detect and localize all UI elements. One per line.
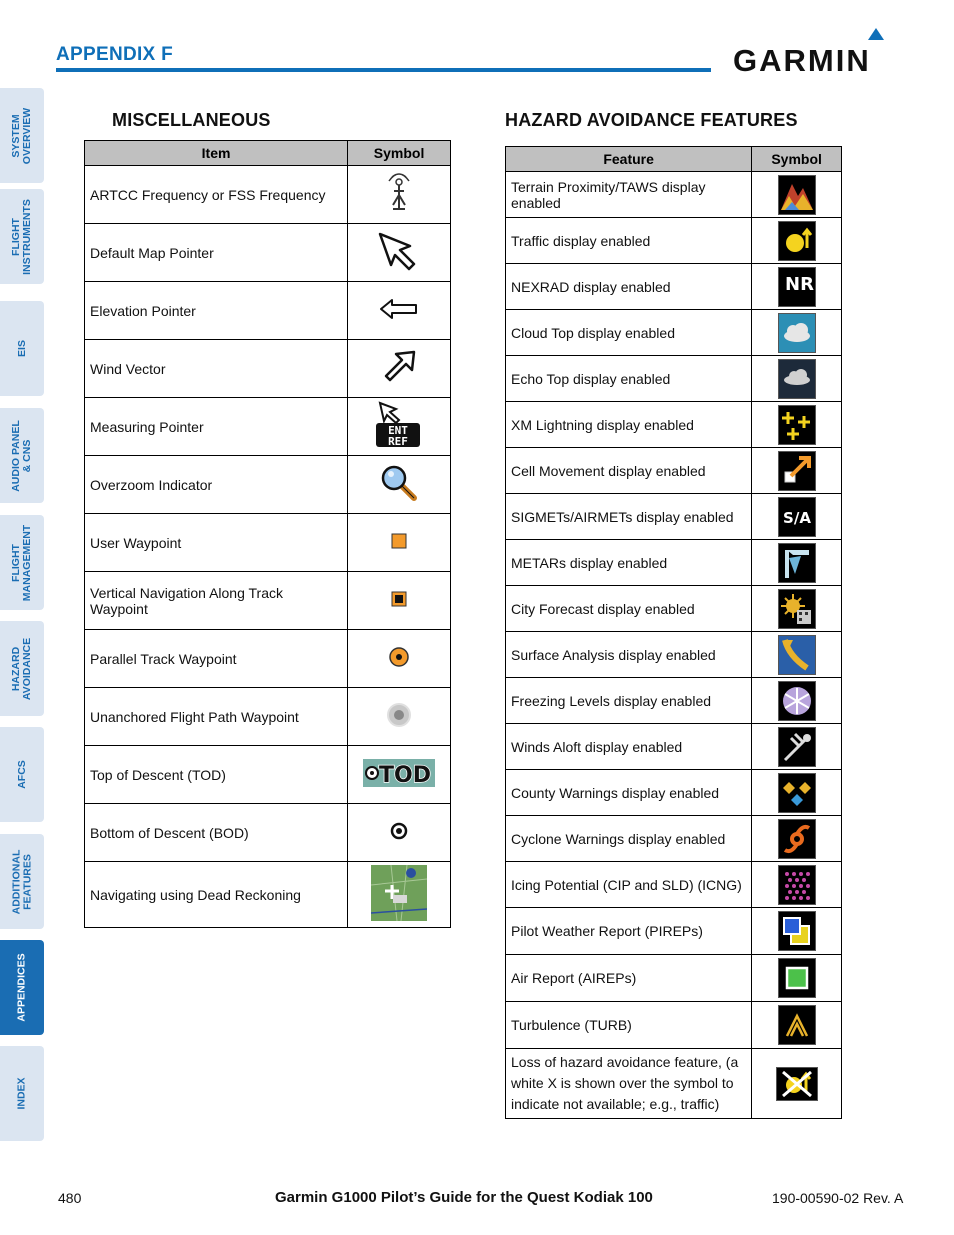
- hazard-feature-label: City Forecast display enabled: [506, 586, 752, 632]
- misc-item-label: Default Map Pointer: [85, 224, 348, 282]
- hazard-feature-label: Traffic display enabled: [506, 218, 752, 264]
- tod-label: TOD: [379, 763, 432, 787]
- table-row: [85, 746, 451, 804]
- misc-item-label: Unanchored Flight Path Waypoint: [85, 688, 348, 746]
- hazard-feature-label: Air Report (AIREPs): [506, 955, 752, 1002]
- tab-additional-features[interactable]: ADDITIONAL FEATURES: [0, 834, 44, 929]
- hazard-feature-label: Turbulence (TURB): [506, 1002, 752, 1049]
- magnifier-icon: [379, 463, 419, 503]
- page-number: 480: [58, 1190, 82, 1206]
- tab-flight-management[interactable]: FLIGHT MANAGEMENT: [0, 515, 44, 610]
- garmin-wordmark: GARMIN: [733, 43, 871, 76]
- traffic-unavailable-icon: [776, 1067, 818, 1101]
- appendix-title: APPENDIX F: [56, 44, 174, 65]
- measuring-pointer-icon: [374, 401, 424, 449]
- table-row: [506, 862, 842, 908]
- cloud-top-icon: [778, 313, 816, 353]
- hazard-feature-label: Freezing Levels display enabled: [506, 678, 752, 724]
- measuring-label-ent: ENT: [388, 424, 408, 437]
- hazard-feature-label: Terrain Proximity/TAWS display enabled: [506, 172, 752, 218]
- winds-aloft-icon: [778, 727, 816, 767]
- elevation-pointer-icon: [379, 297, 419, 321]
- tab-flight-instruments[interactable]: FLIGHT INSTRUMENTS: [0, 189, 44, 284]
- table-row: [85, 630, 451, 688]
- table-row: [506, 678, 842, 724]
- hazard-header-row: [506, 147, 842, 172]
- tab-index[interactable]: INDEX: [0, 1046, 44, 1141]
- measuring-label-ref: REF: [388, 435, 408, 448]
- table-row: [85, 340, 451, 398]
- pirep-icon: [778, 911, 816, 951]
- hazard-feature-label: County Warnings display enabled: [506, 770, 752, 816]
- table-row: [85, 398, 451, 456]
- dead-reckoning-map-icon: [371, 865, 427, 921]
- misc-item-label: Wind Vector: [85, 340, 348, 398]
- table-row: [85, 514, 451, 572]
- hazard-feature-label: Cell Movement display enabled: [506, 448, 752, 494]
- tab-eis[interactable]: EIS: [0, 301, 44, 396]
- hazard-feature-label: Echo Top display enabled: [506, 356, 752, 402]
- hazard-feature-label: XM Lightning display enabled: [506, 402, 752, 448]
- misc-section-title: MISCELLANEOUS: [112, 110, 271, 130]
- footer-title: Garmin G1000 Pilot’s Guide for the Quest Kodiak 100: [275, 1189, 653, 1206]
- table-row: [506, 955, 842, 1002]
- misc-item-label: User Waypoint: [85, 514, 348, 572]
- cell-movement-icon: [778, 451, 816, 491]
- terrain-icon: [778, 175, 816, 215]
- table-row: [506, 908, 842, 955]
- table-row: [506, 770, 842, 816]
- table-row: [506, 356, 842, 402]
- misc-table: [84, 140, 451, 928]
- parallel-track-waypoint-icon: [387, 645, 411, 669]
- misc-item-label: Top of Descent (TOD): [85, 746, 348, 804]
- misc-item-label: ARTCC Frequency or FSS Frequency: [85, 166, 348, 224]
- map-pointer-icon: [377, 231, 421, 271]
- table-row: [506, 816, 842, 862]
- hazard-feature-label: Surface Analysis display enabled: [506, 632, 752, 678]
- turbulence-icon: [778, 1005, 816, 1045]
- table-row: [506, 586, 842, 632]
- misc-col-symbol: Symbol: [348, 141, 451, 166]
- echo-top-icon: [778, 359, 816, 399]
- hazard-feature-label: Pilot Weather Report (PIREPs): [506, 908, 752, 955]
- tab-appendices[interactable]: APPENDICES: [0, 940, 44, 1035]
- hazard-feature-label: Cloud Top display enabled: [506, 310, 752, 356]
- table-row: [506, 218, 842, 264]
- wind-vector-icon: [381, 349, 417, 385]
- sigmet-letters: S/A: [782, 508, 811, 527]
- tab-audio-panel[interactable]: AUDIO PANEL & CNS: [0, 408, 44, 503]
- snowflake-icon: [778, 681, 816, 721]
- garmin-logo: [733, 28, 901, 76]
- tab-system-overview[interactable]: SYSTEM OVERVIEW: [0, 88, 44, 183]
- icing-dots-icon: [778, 865, 816, 905]
- antenna-icon: [384, 173, 414, 213]
- misc-header-row: [85, 141, 451, 166]
- table-row: [85, 804, 451, 862]
- table-row: [85, 456, 451, 514]
- hazard-table: [505, 146, 842, 1119]
- table-row: [506, 494, 842, 540]
- misc-item-label: Parallel Track Waypoint: [85, 630, 348, 688]
- misc-item-label: Elevation Pointer: [85, 282, 348, 340]
- misc-item-label: Bottom of Descent (BOD): [85, 804, 348, 862]
- city-forecast-icon: [778, 589, 816, 629]
- traffic-icon: [778, 221, 816, 261]
- document-revision: 190-00590-02 Rev. A: [772, 1190, 904, 1206]
- table-row: [506, 724, 842, 770]
- table-row: [85, 166, 451, 224]
- cyclone-icon: [778, 819, 816, 859]
- bod-icon: [389, 821, 409, 841]
- table-row: [85, 282, 451, 340]
- hazard-feature-label: Loss of hazard avoidance feature, (a white X is shown over the symbol to indicate not available; e.g., traffic): [506, 1049, 752, 1119]
- nexrad-letters: NR: [784, 273, 814, 295]
- unanchored-waypoint-icon: [385, 701, 413, 729]
- misc-item-label: Vertical Navigation Along Track Waypoint: [85, 572, 348, 630]
- tab-hazard-avoidance[interactable]: HAZARD AVOIDANCE: [0, 621, 44, 716]
- table-row: [506, 1002, 842, 1049]
- sigmet-airmet-icon: [778, 497, 816, 537]
- user-waypoint-icon: [390, 532, 408, 550]
- lightning-icon: [778, 405, 816, 445]
- hazard-col-feature: Feature: [506, 147, 752, 172]
- hazard-feature-label: SIGMETs/AIRMETs display enabled: [506, 494, 752, 540]
- table-row: [506, 310, 842, 356]
- tab-afcs[interactable]: AFCS: [0, 727, 44, 822]
- table-row: [506, 448, 842, 494]
- hazard-feature-label: METARs display enabled: [506, 540, 752, 586]
- vnav-waypoint-icon: [390, 590, 408, 608]
- misc-item-label: Measuring Pointer: [85, 398, 348, 456]
- tod-icon: [363, 759, 435, 787]
- table-row: [506, 632, 842, 678]
- misc-col-item: Item: [85, 141, 348, 166]
- table-row: [506, 264, 842, 310]
- hazard-feature-label: Icing Potential (CIP and SLD) (ICNG): [506, 862, 752, 908]
- table-row: [85, 862, 451, 928]
- nexrad-icon: [778, 267, 816, 307]
- table-row: [506, 540, 842, 586]
- table-row: [506, 1049, 842, 1119]
- surface-analysis-icon: [778, 635, 816, 675]
- hazard-feature-label: Winds Aloft display enabled: [506, 724, 752, 770]
- metar-flag-icon: [778, 543, 816, 583]
- table-row: [85, 688, 451, 746]
- hazard-section-title: HAZARD AVOIDANCE FEATURES: [505, 110, 798, 130]
- table-row: [85, 224, 451, 282]
- hazard-col-symbol: Symbol: [752, 147, 842, 172]
- hazard-feature-label: NEXRAD display enabled: [506, 264, 752, 310]
- misc-item-label: Navigating using Dead Reckoning: [85, 862, 348, 928]
- table-row: [506, 402, 842, 448]
- county-warnings-icon: [778, 773, 816, 813]
- table-row: [506, 172, 842, 218]
- hazard-feature-label: Cyclone Warnings display enabled: [506, 816, 752, 862]
- header-rule: [56, 68, 711, 72]
- airep-icon: [778, 958, 816, 998]
- misc-item-label: Overzoom Indicator: [85, 456, 348, 514]
- table-row: [85, 572, 451, 630]
